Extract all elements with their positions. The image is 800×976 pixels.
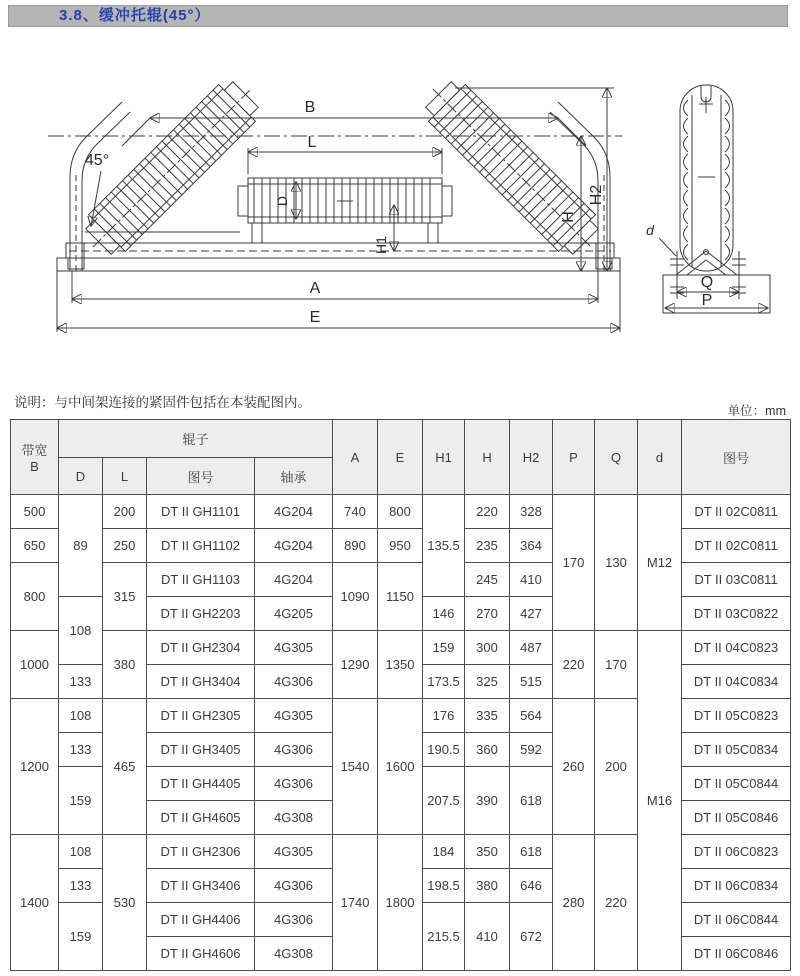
cell-roller-no: DT II GH4406 — [147, 903, 255, 937]
cell-B: 1000 — [11, 631, 59, 699]
cell-bearing: 4G306 — [255, 733, 333, 767]
cell-H: 410 — [465, 903, 510, 971]
dim-H2 — [455, 88, 614, 271]
cell-roller-no: DT II GH4605 — [147, 801, 255, 835]
col-header-L: L — [103, 458, 147, 495]
cell-roller-no: DT II GH4405 — [147, 767, 255, 801]
col-header-roller: 辊子 — [59, 420, 333, 458]
cell-bearing: 4G204 — [255, 529, 333, 563]
right-inclined-roller — [414, 70, 609, 265]
cell-H1: 173.5 — [423, 665, 465, 699]
cell-assembly-no: DT II 06C0846 — [682, 937, 791, 971]
cell-A: 1090 — [333, 563, 378, 631]
unit-label: 单位：mm — [727, 404, 786, 418]
side-ribs-right — [725, 100, 730, 260]
label-H1: H1 — [373, 236, 389, 254]
cell-H2: 427 — [510, 597, 553, 631]
cell-roller-no: DT II GH3405 — [147, 733, 255, 767]
cell-H2: 646 — [510, 869, 553, 903]
cell-Q: 220 — [595, 835, 638, 971]
cell-L: 315 — [103, 563, 147, 631]
base-frame — [57, 243, 620, 271]
col-header-P: P — [553, 420, 595, 495]
col-header-Q: Q — [595, 420, 638, 495]
cell-H2: 592 — [510, 733, 553, 767]
cell-H2: 515 — [510, 665, 553, 699]
cell-L: 380 — [103, 631, 147, 699]
cell-Q: 130 — [595, 495, 638, 631]
col-header-A: A — [333, 420, 378, 495]
cell-H1: 159 — [423, 631, 465, 665]
label-d: d — [646, 222, 654, 238]
cell-bearing: 4G305 — [255, 835, 333, 869]
cell-H1: 215.5 — [423, 903, 465, 971]
cell-H2: 672 — [510, 903, 553, 971]
cell-H: 335 — [465, 699, 510, 733]
cell-roller-no: DT II GH2203 — [147, 597, 255, 631]
dim-d — [646, 222, 676, 256]
label-P: P — [701, 292, 713, 309]
cell-roller-no: DT II GH3404 — [147, 665, 255, 699]
cell-H: 325 — [465, 665, 510, 699]
cell-P: 220 — [553, 631, 595, 699]
technical-drawing — [0, 55, 800, 390]
dim-B — [122, 99, 586, 146]
cell-assembly-no: DT II 06C0844 — [682, 903, 791, 937]
cell-roller-no: DT II GH3406 — [147, 869, 255, 903]
cell-D: 159 — [59, 767, 103, 835]
cell-D: 133 — [59, 869, 103, 903]
label-H2: H2 — [588, 184, 605, 206]
label-Q: Q — [700, 274, 714, 291]
left-bracket — [70, 102, 130, 271]
cell-D: 108 — [59, 835, 103, 869]
cell-H: 380 — [465, 869, 510, 903]
col-header-D: D — [59, 458, 103, 495]
cell-assembly-no: DT II 06C0834 — [682, 869, 791, 903]
cell-assembly-no: DT II 06C0823 — [682, 835, 791, 869]
cell-L: 200 — [103, 495, 147, 529]
cell-roller-no: DT II GH1102 — [147, 529, 255, 563]
table-row — [11, 631, 791, 665]
label-E: E — [309, 309, 321, 326]
col-header-d: d — [638, 420, 682, 495]
cell-d: M16 — [638, 631, 682, 971]
cell-roller-no: DT II GH2305 — [147, 699, 255, 733]
cell-H: 300 — [465, 631, 510, 665]
cell-A: 1540 — [333, 699, 378, 835]
spec-table — [10, 419, 791, 971]
cell-D: 159 — [59, 903, 103, 971]
cell-D: 108 — [59, 597, 103, 665]
cell-H2: 564 — [510, 699, 553, 733]
cell-H: 390 — [465, 767, 510, 835]
cell-H1: 146 — [423, 597, 465, 631]
cell-H: 235 — [465, 529, 510, 563]
label-L: L — [307, 134, 317, 151]
cell-roller-no: DT II GH2304 — [147, 631, 255, 665]
label-B: B — [304, 99, 316, 116]
cell-A: 1740 — [333, 835, 378, 971]
cell-H2: 618 — [510, 835, 553, 869]
cell-B: 500 — [11, 495, 59, 529]
cell-A: 740 — [333, 495, 378, 529]
cell-B: 1400 — [11, 835, 59, 971]
cell-H1: 184 — [423, 835, 465, 869]
label-H: H — [560, 211, 577, 223]
dim-Q — [677, 274, 739, 292]
cell-d: M12 — [638, 495, 682, 631]
cell-H1: 135.5 — [423, 495, 465, 597]
cell-assembly-no: DT II 02C0811 — [682, 529, 791, 563]
dim-E — [57, 271, 620, 332]
cell-H1: 207.5 — [423, 767, 465, 835]
cell-P: 260 — [553, 699, 595, 835]
cell-E: 1150 — [378, 563, 423, 631]
cell-H: 350 — [465, 835, 510, 869]
col-header-H1: H1 — [423, 420, 465, 495]
cell-assembly-no: DT II 05C0844 — [682, 767, 791, 801]
cell-H1: 176 — [423, 699, 465, 733]
cell-roller-no: DT II GH2306 — [147, 835, 255, 869]
cell-E: 1350 — [378, 631, 423, 699]
col-header-bearing: 轴承 — [255, 458, 333, 495]
cell-L: 465 — [103, 699, 147, 835]
cell-assembly-no: DT II 03C0811 — [682, 563, 791, 597]
section-title: 3.8、缓冲托辊(45°） — [8, 5, 788, 27]
cell-P: 170 — [553, 495, 595, 631]
cell-assembly-no: DT II 02C0811 — [682, 495, 791, 529]
cell-B: 1200 — [11, 699, 59, 835]
cell-L: 250 — [103, 529, 147, 563]
cell-A: 890 — [333, 529, 378, 563]
cell-bearing: 4G306 — [255, 767, 333, 801]
cell-H2: 328 — [510, 495, 553, 529]
cell-D: 89 — [59, 495, 103, 597]
bandwidth-line1: 带宽 — [21, 443, 48, 458]
label-D: D — [274, 195, 290, 207]
cell-bearing: 4G204 — [255, 563, 333, 597]
cell-bearing: 4G306 — [255, 869, 333, 903]
side-ribs-left — [684, 100, 689, 260]
cell-roller-no: DT II GH1103 — [147, 563, 255, 597]
cell-H2: 364 — [510, 529, 553, 563]
col-header-drawing-no: 图号 — [682, 420, 791, 495]
cell-roller-no: DT II GH4606 — [147, 937, 255, 971]
cell-bearing: 4G306 — [255, 665, 333, 699]
col-header-roller-no: 图号 — [147, 458, 255, 495]
cell-roller-no: DT II GH1101 — [147, 495, 255, 529]
cell-H1: 198.5 — [423, 869, 465, 903]
cell-assembly-no: DT II 03C0822 — [682, 597, 791, 631]
cell-D: 133 — [59, 665, 103, 699]
cell-bearing: 4G205 — [255, 597, 333, 631]
center-roller — [238, 178, 452, 243]
cell-A: 1290 — [333, 631, 378, 699]
col-header-bandwidth — [11, 420, 59, 495]
cell-L: 530 — [103, 835, 147, 971]
cell-assembly-no: DT II 05C0846 — [682, 801, 791, 835]
cell-H: 360 — [465, 733, 510, 767]
cell-B: 800 — [11, 563, 59, 631]
cell-H2: 618 — [510, 767, 553, 835]
cell-E: 1800 — [378, 835, 423, 971]
cell-H: 220 — [465, 495, 510, 529]
cell-E: 1600 — [378, 699, 423, 835]
label-angle: 45° — [84, 152, 110, 169]
cell-E: 950 — [378, 529, 423, 563]
side-view — [646, 85, 770, 313]
cell-E: 800 — [378, 495, 423, 529]
cell-bearing: 4G305 — [255, 631, 333, 665]
col-header-H2: H2 — [510, 420, 553, 495]
cell-bearing: 4G306 — [255, 903, 333, 937]
dim-H1 — [373, 205, 394, 254]
table-row — [11, 495, 791, 529]
cell-assembly-no: DT II 04C0823 — [682, 631, 791, 665]
bandwidth-line2: B — [30, 459, 39, 474]
col-header-H: H — [465, 420, 510, 495]
cell-bearing: 4G305 — [255, 699, 333, 733]
cell-H2: 410 — [510, 563, 553, 597]
dim-L — [248, 134, 442, 174]
cell-Q: 170 — [595, 631, 638, 699]
cell-assembly-no: DT II 05C0834 — [682, 733, 791, 767]
cell-D: 108 — [59, 699, 103, 733]
cell-assembly-no: DT II 04C0834 — [682, 665, 791, 699]
cell-assembly-no: DT II 05C0823 — [682, 699, 791, 733]
cell-P: 280 — [553, 835, 595, 971]
col-header-E: E — [378, 420, 423, 495]
cell-H1: 190.5 — [423, 733, 465, 767]
cell-Q: 200 — [595, 699, 638, 835]
note-text: 说明：与中间架连接的紧固件包括在本装配图内。 — [14, 395, 311, 410]
cell-H: 270 — [465, 597, 510, 631]
dim-A — [72, 271, 598, 303]
cell-H: 245 — [465, 563, 510, 597]
dim-P — [665, 292, 768, 309]
cell-H2: 487 — [510, 631, 553, 665]
cell-bearing: 4G308 — [255, 801, 333, 835]
label-A: A — [309, 280, 321, 297]
cell-B: 650 — [11, 529, 59, 563]
cell-bearing: 4G308 — [255, 937, 333, 971]
cell-D: 133 — [59, 733, 103, 767]
dim-D — [274, 182, 296, 219]
cell-bearing: 4G204 — [255, 495, 333, 529]
